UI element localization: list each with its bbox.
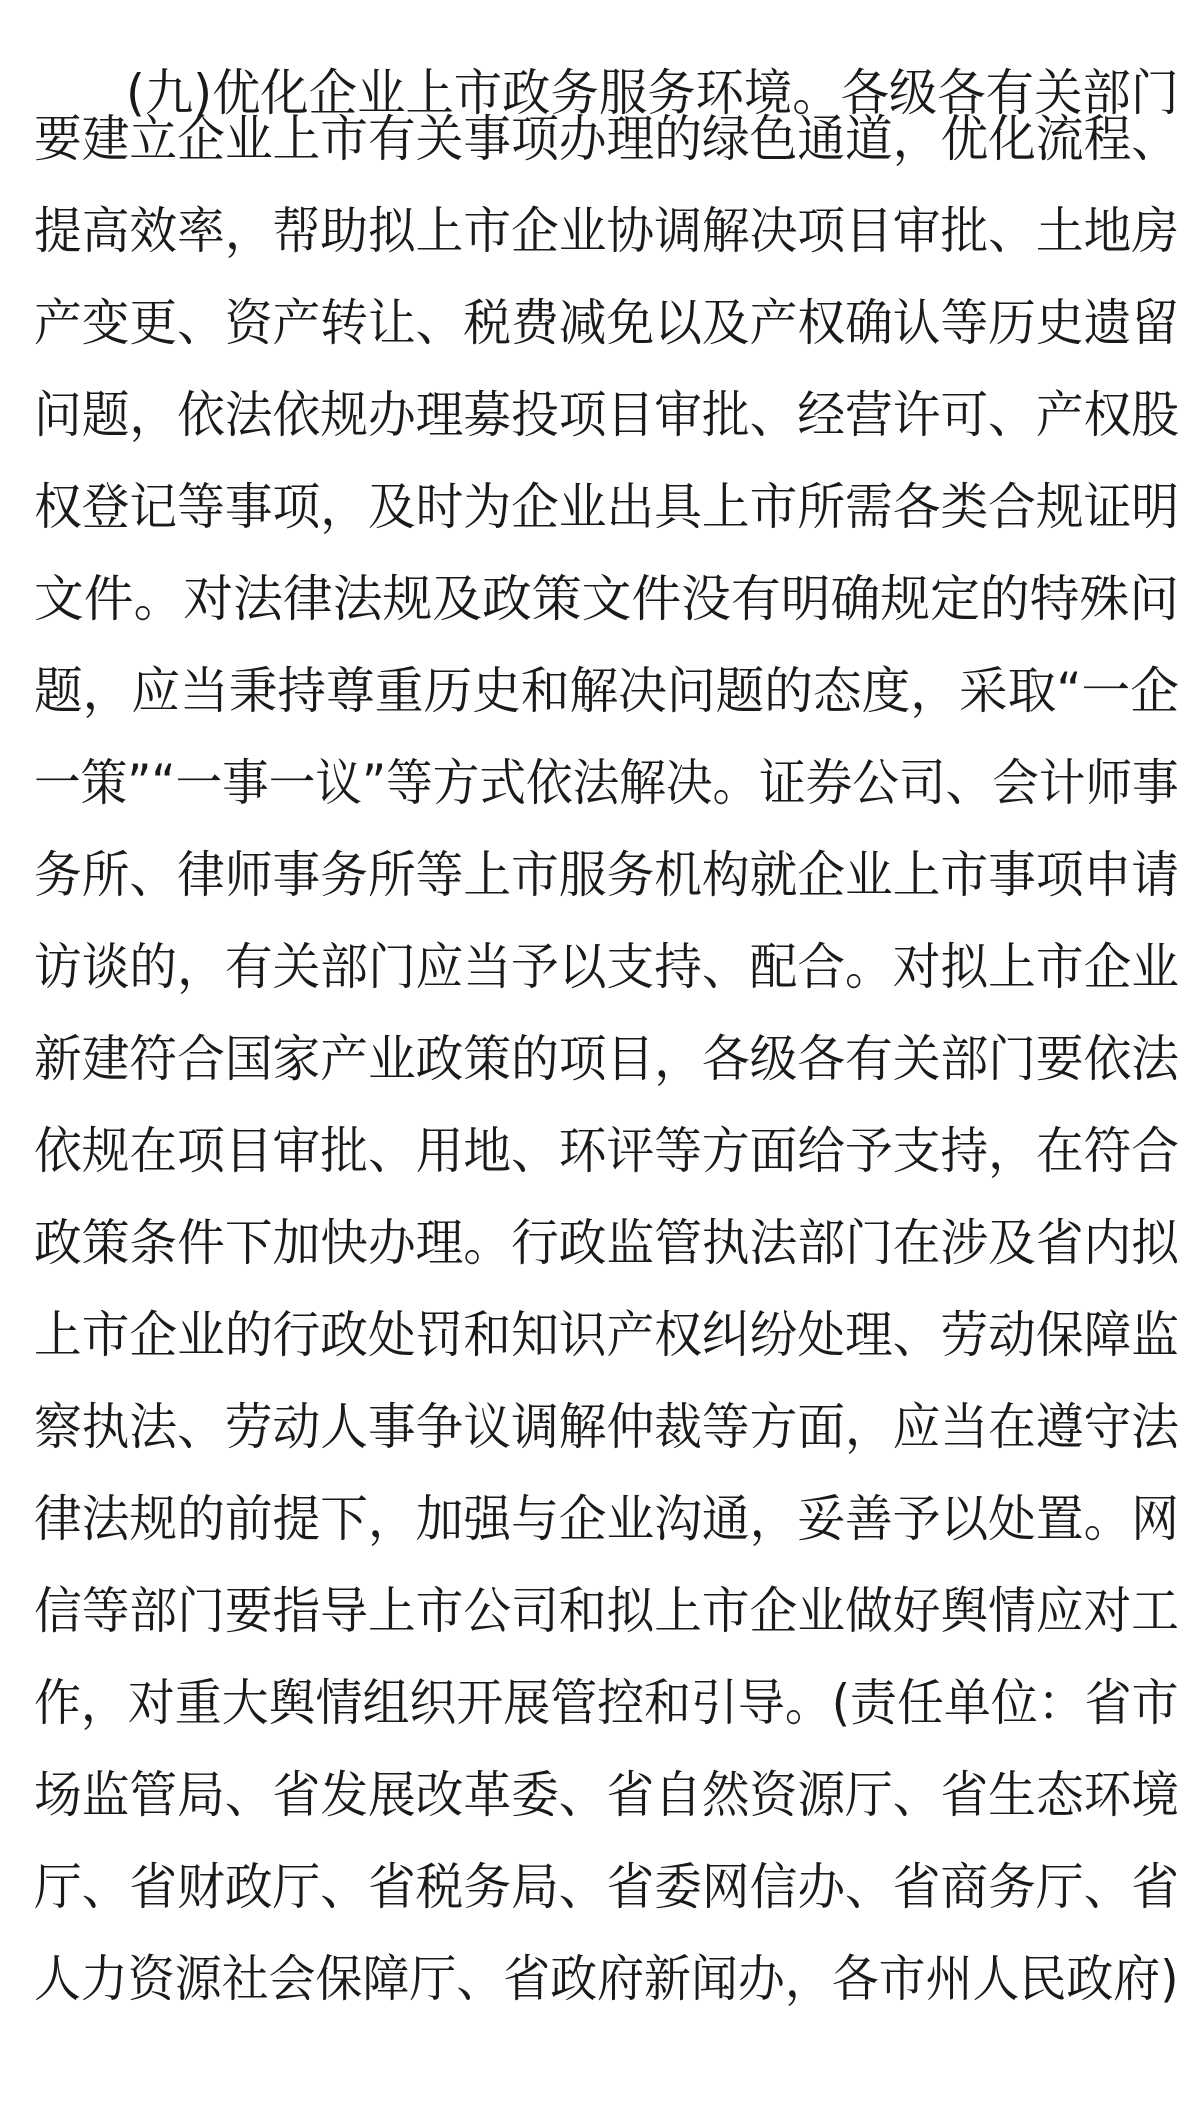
paragraph-line: (九)优化企业上市政务服务环境。各级各有关部门 — [126, 64, 1180, 122]
paragraph-line: 一策”“一事一议”等方式依法解决。证券公司、会计师事 — [34, 754, 1179, 812]
paragraph-line: 要建立企业上市有关事项办理的绿色通道，优化流程、 — [34, 110, 1179, 168]
paragraph-line: 政策条件下加快办理。行政监管执法部门在涉及省内拟 — [34, 1214, 1179, 1272]
paragraph-line: 作，对重大舆情组织开展管控和引导。(责任单位：省市 — [34, 1674, 1179, 1732]
paragraph-line: 权登记等事项，及时为企业出具上市所需各类合规证明 — [34, 478, 1179, 536]
paragraph-line: 场监管局、省发展改革委、省自然资源厅、省生态环境 — [34, 1766, 1179, 1824]
paragraph-line: 文件。对法律法规及政策文件没有明确规定的特殊问 — [34, 570, 1179, 628]
paragraph-line: 访谈的，有关部门应当予以支持、配合。对拟上市企业 — [34, 938, 1179, 996]
paragraph-line: 律法规的前提下，加强与企业沟通，妥善予以处置。网 — [34, 1490, 1179, 1548]
paragraph-line: 厅、省财政厅、省税务局、省委网信办、省商务厅、省 — [34, 1858, 1179, 1916]
paragraph-line: 上市企业的行政处罚和知识产权纠纷处理、劳动保障监 — [34, 1306, 1179, 1364]
paragraph-line: 依规在项目审批、用地、环评等方面给予支持，在符合 — [34, 1122, 1179, 1180]
paragraph-line: 问题，依法依规办理募投项目审批、经营许可、产权股 — [34, 386, 1179, 444]
paragraph-line: 题，应当秉持尊重历史和解决问题的态度，采取“一企 — [34, 662, 1179, 720]
paragraph-line: 人力资源社会保障厅、省政府新闻办，各市州人民政府) — [34, 1950, 1179, 2008]
paragraph-line: 务所、律师事务所等上市服务机构就企业上市事项申请 — [34, 846, 1179, 904]
paragraph-line: 新建符合国家产业政策的项目，各级各有关部门要依法 — [34, 1030, 1179, 1088]
paragraph-line: 信等部门要指导上市公司和拟上市企业做好舆情应对工 — [34, 1582, 1179, 1640]
paragraph-line: 察执法、劳动人事争议调解仲裁等方面，应当在遵守法 — [34, 1398, 1179, 1456]
paragraph-line: 产变更、资产转让、税费减免以及产权确认等历史遗留 — [34, 294, 1179, 352]
paragraph-line: 提高效率，帮助拟上市企业协调解决项目审批、土地房 — [34, 202, 1179, 260]
